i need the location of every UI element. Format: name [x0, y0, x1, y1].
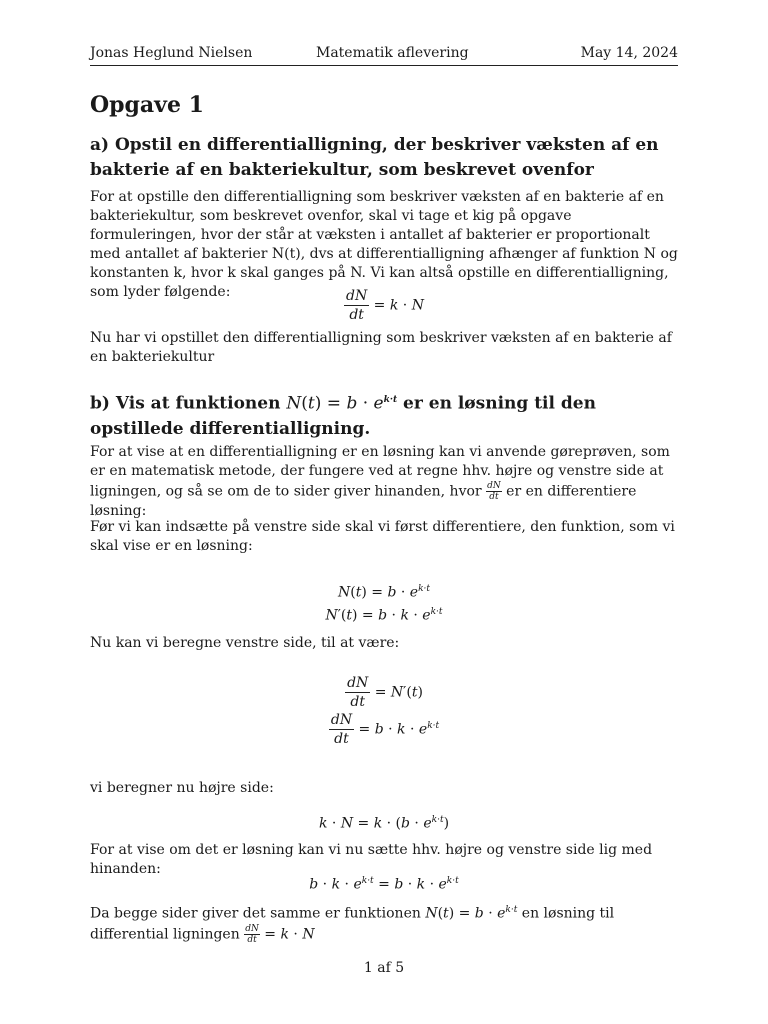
- equation-N-prime: $N'(t) = b \cdot k \cdot e^{k\cdot t}$: [325, 607, 443, 624]
- part-b-para4: vi beregner nu højre side:: [90, 780, 274, 796]
- page-number: 1 af 5: [363, 960, 405, 976]
- header-author: Jonas Heglund Nielsen: [90, 45, 253, 61]
- equation-right: $k \cdot N = k \cdot (b \cdot e^{k\cdot t})$: [318, 815, 450, 832]
- part-b-para2: Før vi kan indsætte på venstre side skal vi først differentiere, den funktion, som vi skal vise er en løsning:: [90, 519, 675, 554]
- section-title: Opgave 1: [90, 92, 204, 118]
- running-header: [90, 45, 678, 66]
- paper-page: [90, 0, 678, 1024]
- part-b-para5: For at vise om det er løsning kan vi nu sætte hhv. højre og venstre side lig med hinanden:: [90, 842, 653, 877]
- header-date: May 14, 2024: [580, 45, 678, 61]
- part-b-para3: Nu kan vi beregne venstre side, til at være:: [90, 635, 400, 651]
- part-b-intro: For at vise at en differentialligning er en løsning kan vi anvende gøreprøven, som er en matematisk metode, der fungere ved at regne hhv. højre og venstre side at ligningen, og så se om de to sider giver hinanden, hvor $\frac{dN}{dt}$ er en differentiere løsning:: [90, 444, 670, 519]
- equation-left-2: $\frac{dN}{dt}$ = $b \cdot k \cdot e^{k\cdot t}$: [330, 712, 440, 747]
- part-b-conclusion: Da begge sider giver det samme er funktionen $N(t) = b \cdot e^{k\cdot t}$ en løsning til differential ligningen $\frac{dN}{dt}$ = k · N: [90, 905, 615, 945]
- part-a-heading: a) Opstil en differentialligning, der beskriver væksten af en bakterie af en bakteriekultur, som beskrevet ovenfor: [90, 135, 659, 180]
- header-title: Matematik aflevering: [316, 45, 469, 61]
- equation-equal: $b \cdot k \cdot e^{k\cdot t} = b \cdot k \cdot e^{k\cdot t}$: [309, 876, 459, 893]
- part-a-intro: For at opstille den differentialligning som beskriver væksten af en bakterie af en bakteriekultur, som beskrevet ovenfor, skal vi tage et kig på opgave formuleringen, hvor der står at væksten i antallet af bakterier er proportionalt med antallet af bakterier N(t), dvs at differentialligning afhænger af funktion N og konstanten k, hvor k skal ganges på N. Vi kan altså opstille en differentialligning, som lyder følgende:: [90, 189, 678, 300]
- part-a-conclusion: Nu har vi opstillet den differentialligning som beskriver væksten af en bakterie af en bakteriekultur: [90, 330, 672, 365]
- equation-left-1: $\frac{dN}{dt}$ = N′(t): [347, 675, 423, 710]
- part-b-heading: b) Vis at funktionen $N(t) = b \cdot e^{k\cdot t}$ er en løsning til den opstillede differentialligning.: [90, 393, 596, 439]
- equation-N: $N(t) = b \cdot e^{k\cdot t}$: [337, 584, 430, 601]
- part-a-equation: $\frac{dN}{dt}$ = k · N: [346, 288, 424, 323]
